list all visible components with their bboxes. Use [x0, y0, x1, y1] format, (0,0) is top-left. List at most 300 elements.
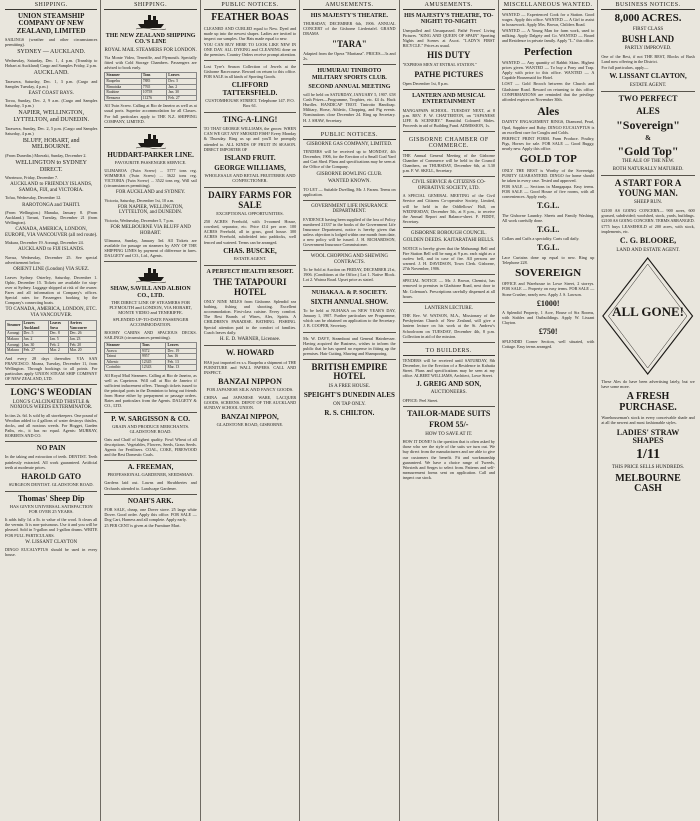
- ad-body-text: Open December 1st, 8 p.m.: [402, 80, 449, 86]
- ad-subheading: CANADA, AMERICA, LONDON, EUROPE, VIA VANCOUVER (all red route).: [5, 227, 98, 238]
- ad-headline: THE TATAPOURI HOTEL: [213, 277, 287, 297]
- ad-body-text: Mr. W. DAVY, Steamboat and General Hairdresser. Having acquired the Business, wishes to inform the public that he has spared no expense in fitting up the premises. Hair Cutting, Shaving and Shampooing.: [303, 335, 396, 356]
- ad-subheading: NAPIER, WELLINGTON, LYTTELTON, and DUNEDIN.: [13, 110, 90, 124]
- ad-subheading: SPLENDID UP-TO-DATE PASSENGER ACCOMMODATION.: [112, 316, 189, 327]
- ad-body-text: 250 ACRES Freehold, with 3-roomed House, cowshed, separator, etc. Price £14 per acre. 100 ACRES Freehold, all in grass, good house. 300 ACRES Freehold, subdivided into paddocks, well fenced and watered. Terms can be arranged.: [203, 219, 297, 245]
- table-cell: 9957: [140, 354, 166, 360]
- ad-body-text: Warehouseman's stock in every conceivable shade and at all the newest and most fashionable styles.: [601, 415, 695, 426]
- ad-headline: HAROLD GATO: [21, 471, 82, 481]
- ad-subheading: HAS GIVEN UNIVERSAL SATISFACTION FOR OVER 25 YEARS.: [9, 504, 93, 515]
- ad-subheading: LANTERN LECTURE.: [424, 305, 473, 311]
- ad-body-text: ONLY THE BEST is Worthy of the Sovereign. PURITY GUARANTEED. DINGO for home should be taken in every case. Tested and approved.: [501, 167, 595, 183]
- ad-subheading: AUCKLAND to FRIENDLY ISLANDS, SAMOA, FIJI, and VICTORIA.: [10, 182, 93, 193]
- table-cell: Remuera: [105, 95, 141, 101]
- ad-body-text: (From Wellington.) Manuka, January 8. (From Auckland.) Tavuni, Tuesday, December 21 (from Wellington).: [5, 210, 98, 226]
- column-header: MISCELLANEOUS WANTED.: [503, 2, 593, 8]
- ad-subheading: W. LISSANT CLAYTON: [25, 539, 78, 545]
- table-cell: Mar. 2: [48, 348, 68, 354]
- ad-headline: TWO PERFECT: [618, 94, 678, 104]
- ad-headline: "TARA": [331, 38, 367, 49]
- table-cell: Jan. 2: [167, 84, 196, 90]
- ad-subheading: IS A FREE HOUSE.: [328, 383, 371, 389]
- ad-headline: TAILOR-MADE SUITS: [407, 409, 491, 419]
- ad-headline: A FRESH PURCHASE.: [619, 391, 677, 413]
- ad-body-text: In tins 2s. 6d. Is sold by all storekeepers. One pound of Weodian added to 4 gallons of water destroys thistles, docks, and all noxious weeds. For Hogget, Garden Paths, etc., it has no equal. Agents: MURRAY, ROBERTS AND CO.: [5, 412, 98, 438]
- ad-body-text: NOTICE is hereby given that the Mahurangi Bell and Fire Station Bell will be rung at 9 p.m. each night as a curfew bell, and in case of fire. All persons are warned. J. H. DAVIDSON, Town Clerk. Gisborne, 27th November, 1906.: [402, 245, 495, 272]
- table-cell: Tons: [141, 73, 167, 79]
- ad-body-text: Makura, December 19. Aorangi, December 24.: [5, 240, 84, 246]
- table-row: [6, 348, 97, 354]
- table-cell: Tons: [140, 342, 166, 348]
- ad-subheading: THE DIRECT LINE OF STEAMERS FOR PLYMOUTH and LONDON, VIA HOBART, MONTE VIDEO and TENERIFFE.: [109, 300, 192, 315]
- ad-body-text: Tarawera, Saturday, Dec. 1, 3 p.m. (Cargo and Samples Tuesday, 4 p.m.): [5, 78, 98, 89]
- ad-subheading: FOR MELBOURNE VIA BLUFF AND HOBART.: [110, 225, 191, 236]
- ad-headline: Thomas' Sheep Dip: [17, 494, 85, 504]
- ad-body-text: Leaves Sydney. Osterley, Saturday, December 1. Ophir, December 15. Tickets are available for stop-over at Sydney. Luggage shipped at risk of the owner. Fares and all information at Company's offices. Special rates for Passengers booking by the Company's connecting boats.: [5, 274, 98, 306]
- table-cell: Jan. 16: [166, 354, 196, 360]
- table-cell: Feb. 27: [22, 348, 48, 354]
- ad-body-text: WANTED — Any quantity of Rabbit Skins. Highest prices given. WANTED — To buy a Pony and Trap. Apply with price to this office. WANTED — A Capable Housemaid for Hotel.: [501, 60, 595, 81]
- ad-body-text: £775 buys LEASEHOLD of 200 acres, with stock, implements, etc.: [601, 224, 695, 235]
- table-cell: Leaves Auckland: [22, 321, 48, 331]
- ad-body-text: Tofua, Wednesday, December 12.: [5, 195, 62, 201]
- column-header: SHIPPING.: [104, 0, 196, 10]
- divider: [204, 345, 296, 346]
- section-header: GISBORNE CHAMBER OF COMMERCE.: [403, 135, 495, 151]
- ad-headline: GEORGE WILLIAMS,: [214, 164, 286, 173]
- divider: [303, 359, 395, 360]
- ad-subheading: THIS PRICE SELLS HUNDREDS.: [611, 465, 685, 471]
- ad-subheading: FAVOURITE PASSENGER SERVICE.: [114, 160, 187, 166]
- ad-subheading: WELLINGTON to SYDNEY DIRECT.: [15, 160, 87, 173]
- ad-subheading: HOW TO SAVE AT IT.: [425, 431, 473, 437]
- column-4: [300, 0, 399, 821]
- ad-subheading: GRAIN AND PRODUCE MERCHANTS. GLADSTONE ROAD.: [112, 423, 190, 434]
- table-cell: Jan. 30: [22, 342, 48, 348]
- divider: [403, 274, 495, 275]
- table-cell: Feb. 2: [48, 342, 68, 348]
- ad-headline: UNION STEAMSHIP COMPANY OF NEW ZEALAND, LIMITED: [16, 12, 86, 35]
- column-header: AMUSEMENTS.: [403, 0, 495, 10]
- column-2: [101, 0, 200, 821]
- ad-headline: HIS MAJESTY'S THEATRE.: [310, 13, 389, 19]
- ad-body-text: ULIMAROA (Twin Screw) ... 5777 tons reg. WIMMERA (Twin Screw) ... 3622 tons reg. VICTORIA (Twin Screw) ... 3522 tons reg. Will sail (circumstances permitting).: [104, 168, 197, 189]
- ad-subheading: RAROTONGA and TAHITI.: [22, 202, 81, 208]
- divider: [5, 491, 97, 492]
- ad-headline: FEATHER BOAS: [211, 12, 289, 23]
- ad-body-text: Navua, Wednesday, December 25. See special advertisement below.: [5, 254, 98, 265]
- table-cell: Dec. 5: [22, 331, 48, 337]
- divider: [303, 286, 395, 287]
- table-cell: Steamer: [105, 342, 140, 348]
- table-cell: Leaves Suva: [48, 321, 68, 331]
- ad-body-text: Lace Curtains done up equal to new. Ring up Telephone 228.: [501, 254, 595, 265]
- ad-subheading: EXCEPTIONAL OPPORTUNITIES.: [216, 211, 284, 217]
- table-cell: Athenic: [105, 359, 140, 365]
- ad-subheading: GISBORNE BOROUGH COUNCIL.: [410, 230, 487, 236]
- ad-body-text: Oats and Chaff of highest quality. Fowl Wheat of all descriptions. Vegetables, Flowers, Seeds, Grass Seeds. Agents for Fertilisers. COAL, COKE, FIREWOOD and the Best Domestic Coals.: [104, 436, 197, 458]
- ad-body-text: Warrimoo, Friday, December 7.: [5, 175, 59, 181]
- table-cell: Arawa: [105, 348, 140, 354]
- sailing-schedule-table: [104, 342, 196, 371]
- ad-body-text: PERFECT PRINT FORM. Farm Produce. Poultry, Pigs, Horses for sale. FOR SALE — Good Buggy, nearly new. Apply this office.: [501, 135, 595, 151]
- table-cell: Ruahine: [105, 90, 141, 96]
- ad-subheading: ORIENT LINE (London) VIA SUEZ.: [13, 267, 90, 273]
- ad-subheading: THE ALE OF THE NEW.: [621, 159, 675, 165]
- divider: [403, 131, 495, 132]
- ad-subheading: H. E. D. WARNER, Licensee.: [219, 336, 281, 342]
- ad-headline: A START FOR A YOUNG MAN.: [614, 178, 682, 198]
- ad-body-text: OFFICE and Warehouse in Lowe Street, 2 storeys. FOR SALE — Property on easy terms. FOR SALE — Stone Crusher, nearly new. Apply J. S. Lawson.: [501, 281, 595, 297]
- ad-headline: SOVEREIGN: [515, 266, 582, 279]
- ad-headline: SPEIGHT'S DUNEDIN ALES: [303, 391, 395, 400]
- ad-body-text: FOR SALE — Sections in Mangapapa. Easy terms. FOR SALE — Good House of five rooms, with all conveniences. Apply early.: [501, 183, 595, 200]
- ad-headline: SHAW, SAVILL AND ALBION CO., LTD.: [110, 286, 191, 299]
- table-cell: Aorangi: [6, 331, 23, 337]
- table-cell: Arrives Vancouver: [68, 321, 97, 331]
- ad-body-text: ONLY NINE MILES from Gisborne. Splendid sea bathing, fishing and shooting. Excellent accommodation. First-class cuisine. Every comfort. The Best Brands of Wines, Ales, Spirits. A CHILDREN'S PARADISE. BATHING. FISHING. Special attention paid to the comfort of families. Coach leaves daily.: [203, 299, 297, 335]
- ad-headline: NO PAIN: [36, 444, 66, 453]
- divider: [403, 302, 495, 303]
- ad-subheading: PARTLY IMPROVED.: [624, 46, 672, 52]
- ad-headline: HUDDART-PARKER LINE.: [107, 150, 194, 159]
- table-cell: 12343: [140, 365, 166, 371]
- ad-subheading: EAST COAST BAYS.: [28, 90, 74, 96]
- ad-body-text: TENDERS will be received up to MONDAY, 4th December, 1906, for the Erection of a Small Coal Yard and Cart Shed. Plans and specifications may be seen at the Office of the Company.: [303, 149, 396, 170]
- ad-headline: FROM 55/-: [429, 420, 469, 430]
- ad-headline: THE NEW ZEALAND SHIPPING CO.'S LINE: [105, 33, 196, 46]
- ad-subheading: PROFESSIONAL GARDENER, SEEDSMAN.: [107, 472, 194, 478]
- ad-subheading: GOVERNMENT LIFE INSURANCE DEPARTMENT.: [311, 203, 388, 215]
- ad-subheading: FOR NAPIER, WELLINGTON, LYTTELTON, and DUNEDIN.: [117, 204, 184, 216]
- ad-subheading: AUCKLAND to FIJI ISLANDS.: [18, 247, 85, 253]
- ad-body-text: A SPECIAL GENERAL MEETING of the Civil Service and Citizens Co-operative Society, Limited, will be held in the Oddfellows' Hall, on WEDNESDAY, December 5th, at 8 p.m., to receive the Annual Report and Balance-sheet. F. FIDDY, Secretary.: [402, 193, 495, 224]
- divider: [403, 406, 495, 407]
- ad-body-text: Adapted from the Opera "Maritana". PRICES—3s and 2s.: [303, 51, 396, 62]
- table-row: [105, 95, 196, 101]
- ad-headline: LANTERN AND MUSICAL ENTERTAINMENT: [412, 92, 486, 106]
- ad-headline: CLIFFORD TATTERSFIELD.: [222, 81, 278, 97]
- ad-body-text: Victoria, Wednesday, December 5, 7 p.m.: [104, 217, 174, 223]
- divider: [204, 60, 296, 61]
- ad-headline: £750!: [538, 327, 558, 337]
- ad-body-text: TO LET — Suitable Dwelling, Mr. J. Faram. Terms on application.: [303, 186, 396, 197]
- table-cell: Dec. 5: [167, 78, 196, 84]
- ad-subheading: FIRST CLASS: [632, 26, 664, 32]
- divider: [403, 176, 495, 177]
- ad-body-text: TENDERS will be received until SATURDAY, 8th December, for the Erection of a Residence in Kahutia Street. Plans and specifications may be seen at my office. ALBERT WILLIAMS, Architect, Lowe Street.: [402, 357, 495, 378]
- ad-headline: W. LISSANT CLAYTON,: [609, 72, 687, 81]
- ad-body-text: Victoria, Saturday, December 1st, 10 a.m.: [104, 197, 175, 203]
- table-cell: Tainui: [105, 354, 140, 360]
- divider: [303, 250, 395, 251]
- table-cell: Corinthic: [105, 365, 140, 371]
- ad-headline: BANZAI NIPPON: [218, 376, 282, 386]
- diamond-ad-text: ALL GONE!: [612, 304, 684, 320]
- ad-body-text: THE Rev. W. WATSON, M.A., Missionary of the Presbyterian Church of New Zealand, will give a lantern lecture on his work at the St. Andrew's Schoolroom on TUESDAY, December 4th, 8 p.m. Collection in aid of the mission.: [402, 313, 495, 339]
- divider: [601, 175, 694, 176]
- ad-body-text: Unequalled and Unsurpassed. Pathé Freres' Living Pictures. "KING AND QUEEN OF SPAIN" Sporting Nights and Scenes at Ascot. "LADY'S FIRST BICYCLE." Prices as usual.: [402, 27, 495, 48]
- ad-subheading: WANTED KNOWN.: [327, 179, 371, 185]
- table-cell: Jan. 5: [48, 336, 68, 342]
- ad-headline: A PERFECT HEALTH RESORT.: [206, 268, 294, 275]
- ad-headline: &: [645, 133, 651, 142]
- table-cell: Mar. 20: [68, 348, 97, 354]
- ad-body-text: To be Sold at Auction on FRIDAY, DECEMBER 21st, 1906. (Conditions at the Office.) Lot 1. Native Block. Lot 2. Wairoa Road. Upset price as stated.: [303, 267, 396, 283]
- ad-subheading: ESTATE AGENT.: [629, 82, 667, 88]
- divider: [601, 91, 694, 92]
- table-cell: Jan. 2: [22, 336, 48, 342]
- ad-body-text: HOW IT DONE? Is the question that is often asked by those who see the style of the suits we turn out. We buy direct from the manufacturers and are able to give our customers the benefit. Fit and workmanship guaranteed. We have a choice range of Tweeds, Worsteds and Serges to select from. Patterns and self-measurement forms sent on application. Call and inspect our stock.: [402, 439, 495, 480]
- ad-body-text: ROOMY CABINS AND SPACIOUS DECKS. SAILINGS (circumstances permitting).: [104, 329, 197, 340]
- divider: [104, 460, 196, 461]
- table-cell: Ruapehu: [105, 78, 141, 84]
- ad-body-text: DAINTY ENGAGEMENT RINGS, Diamond, Pearl, Opal, Sapphire and Ruby. DINGO EUCALYPTUS is an excellent cure for Coughs and Colds.: [501, 119, 595, 135]
- ad-headline: DAIRY FARMS FOR SALE: [208, 190, 292, 210]
- table-cell: Feb. 13: [166, 359, 196, 365]
- ad-body-text: SPLENDID Corner Section, well situated, with Cottage. Easy terms arranged.: [501, 338, 595, 349]
- ad-body-text: YOU CAN BUY HERE TO LOOK LIKE NEW IN ONE DAY. ALL DYEING and CLEANING done on the premises. Country Orders receive prompt attention.: [203, 41, 297, 57]
- ad-body-text: A Splendid Property, 1 Acre, House of Six Rooms, with Stables and Outbuildings. Apply W. Lissant Clayton.: [501, 309, 595, 326]
- table-cell: Makura: [6, 348, 23, 354]
- ad-body-text: £2100 AS GOING CONCERN— 900 acres, 600 grassed, subdivided; woolshed, stock, yards, buildings. £2100 AS GOING CONCERN. TERMS ARRANGED.: [601, 207, 695, 224]
- ad-body-text: In the taking and extraction of teeth. DENTIST. Teeth painlessly extracted. All work guaranteed. Artificial teeth at moderate prices.: [5, 454, 98, 470]
- ad-headline: BUSH LAND: [621, 34, 675, 45]
- divider: [104, 412, 196, 413]
- ad-headline: R. S. CHILTON.: [324, 409, 375, 418]
- ad-headline: 1/11: [635, 447, 661, 463]
- ad-headline: T.G.L.: [536, 224, 560, 234]
- ad-headline: TING-A-LING!: [222, 114, 278, 124]
- table-cell: Jan. 30: [167, 90, 196, 96]
- ad-body-text: To be held at NUHAKA on NEW YEAR'S DAY, January 1, 1907. Further particulars see Programme, which can be obtained on application to the Secretary. J. B. COOPER, Secretary.: [303, 308, 396, 329]
- divider: [303, 126, 395, 127]
- ad-subheading: GOLDEN DEEDS. KAITARATAHI BELLS.: [403, 238, 495, 244]
- ad-subheading: BOTH NATURALLY MATURED.: [612, 166, 684, 172]
- ad-body-text: SAILINGS (weather and other circumstances permitting).: [5, 37, 98, 48]
- ad-subheading: GISBORNE GAS COMPANY, LIMITED.: [306, 141, 393, 147]
- ad-body-text: One of the Best, if not THE BEST, Blocks of Bush Land now offering in the District.: [601, 53, 695, 65]
- ad-body-text: Via Monte Video, Teneriffe, and Plymouth. Specially fitted with Cold Storage Chambers. Passengers are advised to book early.: [104, 55, 197, 71]
- ad-subheading: ESTATE AGENT.: [233, 255, 267, 261]
- ad-body-text: CLEANED AND CURLED equal to New. Dyed and made up into the newest shapes. Ladies are invited to inspect our samples. Our Hats made equal to new.: [203, 25, 297, 41]
- column-header: PUBLIC NOTICES.: [204, 0, 296, 10]
- divider: [204, 112, 296, 113]
- ad-body-text: MANGAPAPA SCHOOL. TUESDAY NEXT, at 8 p.m. REV. F. W. CHATTERTON, on "JAPANESE LIFE & SCENERY." Beautiful Coloured Slides. Proceeds in aid of Building Fund. ADMISSION, 1s.: [402, 107, 495, 128]
- divider: [403, 227, 495, 228]
- ad-headline: T.G.L.: [536, 201, 560, 211]
- ad-body-text: SPECIAL NOTICE — Mr. J. Brown, Chemist, has removed to premises in Gladstone Road, next door to Mr. Coleman's. Prescriptions carefully dispensed at all hours.: [402, 278, 495, 299]
- ad-headline: BANZAI NIPPON,: [221, 412, 279, 421]
- table-cell: Jan. 23: [68, 336, 97, 342]
- divider: [303, 200, 395, 201]
- column-7: [598, 0, 697, 821]
- ad-headline: PATHE PICTURES: [414, 69, 484, 79]
- divider: [204, 187, 296, 188]
- divider: [303, 64, 395, 65]
- ad-headline: Ales: [537, 103, 560, 118]
- ad-headline: HIS MAJESTY'S THEATRE, TO-NIGHT! TO-NIGHT!: [404, 13, 494, 26]
- ad-body-text: WANTED — Experienced Cook for a Station. Good wages. Apply this office. WANTED — A Girl to assist in housework. Apply Mrs. Brown, Childers Road.: [501, 12, 595, 28]
- column-header: AMUSEMENTS.: [303, 0, 395, 10]
- ad-headline: Perfection: [524, 45, 573, 58]
- ad-headline: ALES: [636, 105, 660, 116]
- ad-body-text: THURSDAY, DECEMBER 6th, 1906. ANNUAL CONCERT of the Gisborne Liedertafel. GRAND DRAMA: [303, 21, 396, 37]
- ad-body-text: And every 28 days thereafter. VIA SAN FRANCISCO. Moana, Tuesday, December 11, from Wellington. Through bookings to all points. For particulars apply UNION STEAM SHIP COMPANY OF NEW ZEALAND, LTD.: [5, 355, 98, 382]
- ad-body-text: Tarawera, Sunday, Dec. 2, 5 p.m. (Cargo and Samples Saturday, 4 p.m.): [5, 125, 98, 136]
- ad-headline: ISLAND FRUIT.: [224, 153, 276, 162]
- divider: [5, 384, 97, 385]
- ad-body-text: Collars and Cuffs a speciality. Carts call daily.: [501, 236, 580, 242]
- ad-headline: £1000!: [536, 298, 560, 308]
- section-header: TO BUILDERS.: [403, 346, 495, 356]
- table-row: [6, 321, 97, 331]
- steamship-icon: [136, 12, 166, 30]
- table-cell: Dec. 8: [48, 331, 68, 337]
- column-1: [2, 0, 101, 821]
- table-cell: Leaves: [166, 342, 196, 348]
- table-cell: 12345: [140, 359, 166, 365]
- sailing-schedule-table: [5, 320, 97, 354]
- ad-subheading: TO CANADA, AMERICA, LONDON, ETC. VIA VANCOUVER.: [5, 307, 97, 318]
- ad-body-text: "EXPRESS MEN AT ENTRAL STATION.": [402, 62, 477, 68]
- ad-body-text: It adds fully 1d. a lb. to value of the wool. It clears all the vermin. It is non-poisonous. Use it and you will be pleased. Sold in 5-gallon and 1-gallon drums. WRITE FOR FULL PARTICULARS.: [5, 517, 98, 538]
- ad-subheading: GLADSTONE ROAD, GISBORNE.: [216, 421, 284, 427]
- table-cell: 7765: [141, 84, 167, 90]
- ad-body-text: These Ales do have been advertising lately, but we have some more.: [601, 379, 695, 390]
- ad-subheading: BLUFF, HOBART, and MELBOURNE.: [22, 137, 80, 151]
- divider: [104, 127, 196, 128]
- ad-headline: W. HOWARD: [225, 348, 275, 358]
- ad-body-text: All Royal Mail Steamers. Calling at Rio de Janeiro, as well as Capetown. Will call at Rio de Janeiro if sufficient inducement offers. Through tickets issued to the principal ports in the Dominion to bring out friends from Home either by prepayment or passage orders. Rates and particulars from the Agents. DALGETY & CO., LTD.: [104, 372, 197, 409]
- divider: [104, 494, 196, 495]
- ad-body-text: The Gisborne Laundry. Sheets and Family Washing. All work carefully done.: [501, 212, 595, 223]
- section-header: PUBLIC NOTICES.: [303, 130, 395, 140]
- divider: [5, 441, 97, 442]
- table-cell: Dec. 19: [166, 348, 196, 354]
- table-row: [105, 365, 196, 371]
- ad-body-text: Lost Tyre's Season Collection of Jewels at the Gisborne Racecourse. Reward on return to this office. FOR SALE in all kinds of Sporting Goods.: [203, 64, 297, 80]
- ad-subheading: ROYAL MAIL STEAMERS FOR LONDON.: [104, 47, 197, 53]
- ad-body-text: LOST — Gold Brooch between the Church and Gladstone Road. Reward on returning to this office. CONFIRMATIONS are reminded that the privilege afforded expires on November 30th.: [501, 81, 595, 102]
- ad-body-text: WANTED — A Young Man for farm work, used to milking. Apply Dalgety and Co. WANTED — Board and Residence in private family. Apply "L." this office.: [501, 28, 595, 44]
- ad-subheading: SYDNEY — AUCKLAND.: [17, 49, 86, 56]
- table-cell: Steamer: [6, 321, 23, 331]
- steamship-icon: [136, 131, 166, 149]
- ad-body-text: All Twin Screw. Calling at Rio de Janeiro as well as at usual ports. Superior accommodation for all Classes. For full particulars apply to THE N.Z. SHIPPING COMPANY, LIMITED.: [104, 103, 197, 124]
- ad-headline: P. W. SARGISSON & CO.: [111, 414, 191, 423]
- ad-headline: NUHAKA A. & P. SOCIETY.: [311, 289, 388, 296]
- ad-subheading: FOR AUCKLAND and SYDNEY.: [115, 190, 186, 196]
- ad-body-text: Gardens laid out. Lawns and Shrubberies and Orchards attended to. Landscape Gardener.: [104, 480, 197, 491]
- table-cell: Feb. 27: [167, 95, 196, 101]
- column-5: [400, 0, 499, 821]
- column-header: BUSINESS NOTICES.: [601, 0, 694, 10]
- ad-subheading: CUSTOMHOUSE STREET. Telephone 147. P.O. Box 61.: [205, 98, 295, 108]
- table-cell: Feb. 20: [68, 342, 97, 348]
- diamond-ad-frame: [601, 256, 694, 376]
- divider: [403, 342, 495, 343]
- ad-headline: HUMURAU TINIROTO MILITARY SPORTS CLUB.: [311, 68, 387, 81]
- table-cell: Leaves: [167, 73, 196, 79]
- ad-subheading: ON TAP ONLY.: [333, 401, 366, 407]
- ad-body-text: EVIDENCE having been supplied of the loss of Policy numbered 21337 in the books of the Government Life Insurance Department, notice is hereby given that unless objection is lodged within one month from date, a new policy will be issued. J. H. RICHARDSON, Government Insurance Commissioner.: [303, 216, 396, 248]
- ad-body-text: 25 PER CENT is given at the Furniture Mart.: [104, 523, 181, 529]
- ad-body-text: TO THAT GEORGE WILLIAMS, the grocer. WHEN CAN WE GET ANY SMOKED FISH? Every Monday & Thursday. Ring us up and you'll be promptly attended to. ALL KINDS OF FRUIT IN SEASON. DIRECT IMPORTER OF: [203, 126, 297, 152]
- ad-headline: BRITISH EMPIRE HOTEL: [311, 361, 388, 382]
- ad-headline: CHAS. BUSCKE,: [223, 246, 277, 255]
- ad-body-text: Ulimaroa, Sunday, January 3rd. All Tickets are available for passage on steamers by ANY OF THE SHIPPING LINES by payment of difference in fares. DALGETY and CO., Ltd., Agents.: [104, 238, 197, 259]
- ad-headline: 8,000 ACRES.: [614, 12, 682, 24]
- ad-body-text: THE Annual General Meeting of the Gisborne Chamber of Commerce will be held in the Council Chambers, on THURSDAY, December 6th, at 3.30 p.m. F. W. SKELL, Secretary.: [402, 152, 495, 174]
- ad-headline: LONG'S WEODIAN: [10, 387, 92, 398]
- ad-subheading: AUCTIONEERS.: [430, 390, 467, 396]
- sailing-schedule-table: [104, 72, 196, 101]
- ad-headline: MELBOURNE CASH: [615, 472, 681, 495]
- table-cell: Steamer: [105, 73, 141, 79]
- ad-headline: SIXTH ANNUAL SHOW.: [310, 297, 389, 306]
- ad-headline: SECOND ANNUAL MEETING: [308, 83, 391, 90]
- ad-headline: GOLD TOP: [519, 153, 577, 166]
- ad-subheading: WHOLESALE AND RETAIL FRUITERER AND CONFECTIONER.: [204, 173, 296, 184]
- column-6: [499, 0, 598, 821]
- table-cell: Dec. 26: [68, 331, 97, 337]
- ad-subheading: CIVIL SERVICE & CITIZENS CO-OPERATIVE SOCIETY, LTD.: [412, 180, 486, 191]
- column-container: [2, 0, 698, 821]
- ad-headline: C. G. BLOORE,: [619, 236, 677, 246]
- ad-headline: T.G.L.: [536, 243, 560, 253]
- table-cell: 10758: [141, 90, 167, 96]
- ad-subheading: AUCKLAND.: [33, 70, 69, 76]
- table-cell: Aorangi: [6, 342, 23, 348]
- ad-body-text: will be held on SATURDAY, JANUARY 5, 1907. £58 Cash Prizes—Programme, Trophies, etc. £4 4s. Hack Hurdles. HANDICAP TROT. Tinirotto Handicap. Military, Horse, Athletic, Chopping, and Pig events. Nominations close December 24. Ring up Secretary. H. J. SHAW, Secretary.: [303, 92, 396, 123]
- ad-body-text: For full particulars, apply—: [601, 65, 649, 71]
- ad-body-text: (From Dunedin.) Moeraki, Sunday, December 2.: [5, 153, 87, 159]
- ad-subheading: SURGEON DENTIST. GLADSTONE ROAD.: [8, 482, 94, 488]
- ad-headline: NOAH'S ARK.: [127, 496, 174, 505]
- divider: [104, 261, 196, 262]
- ad-subheading: GISBORNE BOWLING CLUB.: [316, 171, 383, 177]
- ad-subheading: LAND AND ESTATE AGENT.: [616, 247, 680, 253]
- table-cell: Rimutaka: [105, 84, 141, 90]
- ad-subheading: WOOL CHOPPING AND SHEWING CONTRACTS.: [310, 254, 388, 265]
- steamship-icon: [136, 265, 166, 283]
- ad-subheading: SHEEP RUN.: [633, 200, 663, 206]
- column-header: SHIPPING.: [5, 0, 97, 10]
- table-cell: Mar. 13: [166, 365, 196, 371]
- table-cell: Makura: [6, 336, 23, 342]
- table-cell: 11276: [141, 95, 167, 101]
- ad-body-text: OFFICE: Peel Street.: [402, 397, 439, 403]
- ad-headline: HIS DUTY: [427, 49, 471, 60]
- ad-body-text: Toroa, Sunday, Dec. 2, 9 a.m. (Cargo and Samples Saturday, 3 p.m.): [5, 98, 98, 109]
- table-cell: 7885: [141, 78, 167, 84]
- ad-headline: "Gold Top": [617, 143, 679, 158]
- divider: [204, 265, 296, 266]
- divider: [303, 332, 395, 333]
- column-3: [201, 0, 300, 821]
- ad-headline: J. GREIG AND SON,: [416, 380, 482, 389]
- ad-headline: "Sovereign": [616, 117, 680, 132]
- ad-body-text: HAS just imported ex s.s. Ruapehu a shipment of THE FURNITURE and WALL PAPERS. CALL AND INSPECT.: [203, 359, 297, 375]
- divider: [403, 89, 495, 90]
- ad-body-text: FOR SALE, cheap, one Dover stove. 25 large white Dover. Good order. Apply this office. FOR SALE — Dog Cart, Harness and all complete. Apply early.: [104, 506, 197, 523]
- ad-subheading: LONG'S CALCINATED THISTLE & NOXIOUS WEEDS EXTERMINATOR.: [10, 399, 93, 411]
- ad-body-text: DINGO EUCALYPTUS should be used in every house.: [5, 547, 98, 558]
- ad-headline: LADIES' STRAW SHAPES: [616, 427, 680, 445]
- ad-body-text: CHINA and JAPANESE WARE, LACQUER GOODS, SCREENS. DEPOT OF THE AUCKLAND SUNDAY SCHOOL UNION.: [203, 395, 297, 411]
- ad-subheading: FOR JAPANESE SILK AND FANCY GOODS.: [206, 387, 294, 393]
